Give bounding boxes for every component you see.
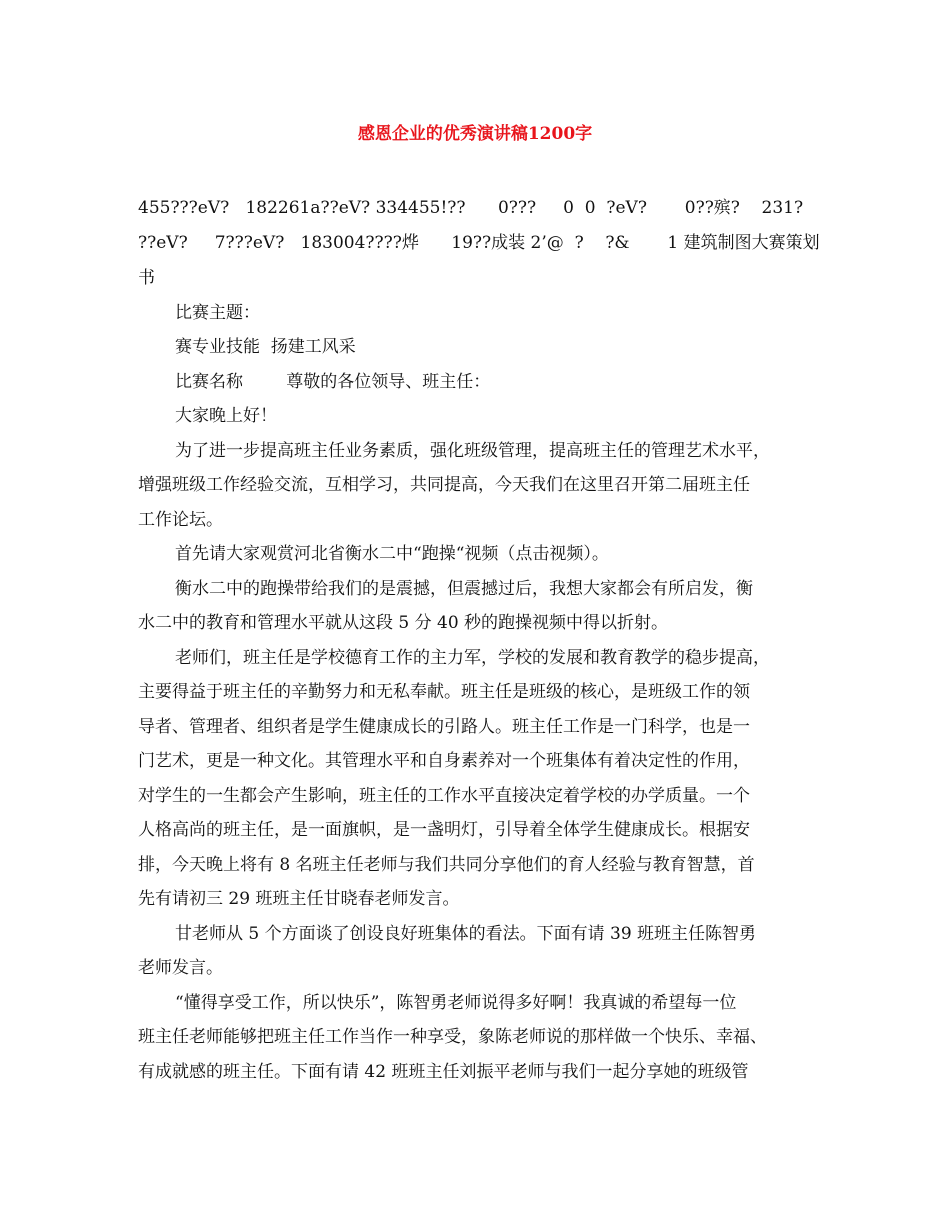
paragraph-line: 老师发言。 <box>138 958 223 978</box>
paragraph-line: 先有请初三 29 班班主任甘晓春老师发言。 <box>138 889 460 909</box>
paragraph-line: “懂得享受工作，所以快乐”，陈智勇老师说得多好啊！我真诚的希望每一位 <box>175 993 737 1013</box>
paragraph-line: 门艺术，更是一种文化。其管理水平和自身素养对一个班集体有着决定性的作用， <box>138 751 750 771</box>
garbled-text-line: ??eV? 7???eV? 183004????烨 19??成装 2’@ ? ?& 1 建筑制图大赛策划 <box>138 233 820 253</box>
paragraph-line: 对学生的一生都会产生影响，班主任的工作水平直接决定着学校的办学质量。一个 <box>138 786 750 806</box>
paragraph-line: 导者、管理者、组织者是学生健康成长的引路人。班主任工作是一门科学，也是一 <box>138 717 750 737</box>
text-line: 赛专业技能 扬建工风采 <box>175 337 356 357</box>
paragraph-line: 水二中的教育和管理水平就从这段 5 分 40 秒的跑操视频中得以折射。 <box>138 613 669 633</box>
document-title: 感恩企业的优秀演讲稿1200字 <box>357 124 593 144</box>
paragraph-line: 衡水二中的跑操带给我们的是震撼，但震撼过后，我想大家都会有所启发，衡 <box>175 579 753 599</box>
paragraph-line: 排，今天晚上将有 8 名班主任老师与我们共同分享他们的育人经验与教育智慧，首 <box>138 855 755 875</box>
paragraph-line: 甘老师从 5 个方面谈了创设良好班集体的看法。下面有请 39 班班主任陈智勇 <box>175 924 757 944</box>
garbled-text-line: 455???eV? 182261a??eV? 334455!?? 0??? 0 0 ?eV? 0??殡? 231? <box>138 198 804 218</box>
paragraph-line: 主要得益于班主任的辛勤努力和无私奉献。班主任是班级的核心，是班级工作的领 <box>138 682 750 702</box>
text-line: 书 <box>138 268 155 288</box>
paragraph-line: 为了进一步提高班主任业务素质，强化班级管理，提高班主任的管理艺术水平， <box>175 441 770 461</box>
paragraph-line: 工作论坛。 <box>138 510 223 530</box>
paragraph-line: 老师们，班主任是学校德育工作的主力军，学校的发展和教育教学的稳步提高， <box>175 648 770 668</box>
text-line: 比赛名称 尊敬的各位领导、班主任： <box>175 372 491 392</box>
section-heading: 比赛主题： <box>175 303 260 323</box>
paragraph-line: 增强班级工作经验交流，互相学习，共同提高，今天我们在这里召开第二届班主任 <box>138 475 750 495</box>
paragraph-line: 班主任老师能够把班主任工作当作一种享受，象陈老师说的那样做一个快乐、幸福、 <box>138 1027 767 1047</box>
paragraph-line: 人格高尚的班主任，是一面旗帜，是一盏明灯，引导着全体学生健康成长。根据安 <box>138 820 750 840</box>
greeting: 大家晚上好！ <box>175 406 277 426</box>
paragraph-line: 首先请大家观赏河北省衡水二中“跑操“视频（点击视频）。 <box>175 544 609 564</box>
paragraph-line: 有成就感的班主任。下面有请 42 班班主任刘振平老师与我们一起分享她的班级管 <box>138 1062 749 1082</box>
